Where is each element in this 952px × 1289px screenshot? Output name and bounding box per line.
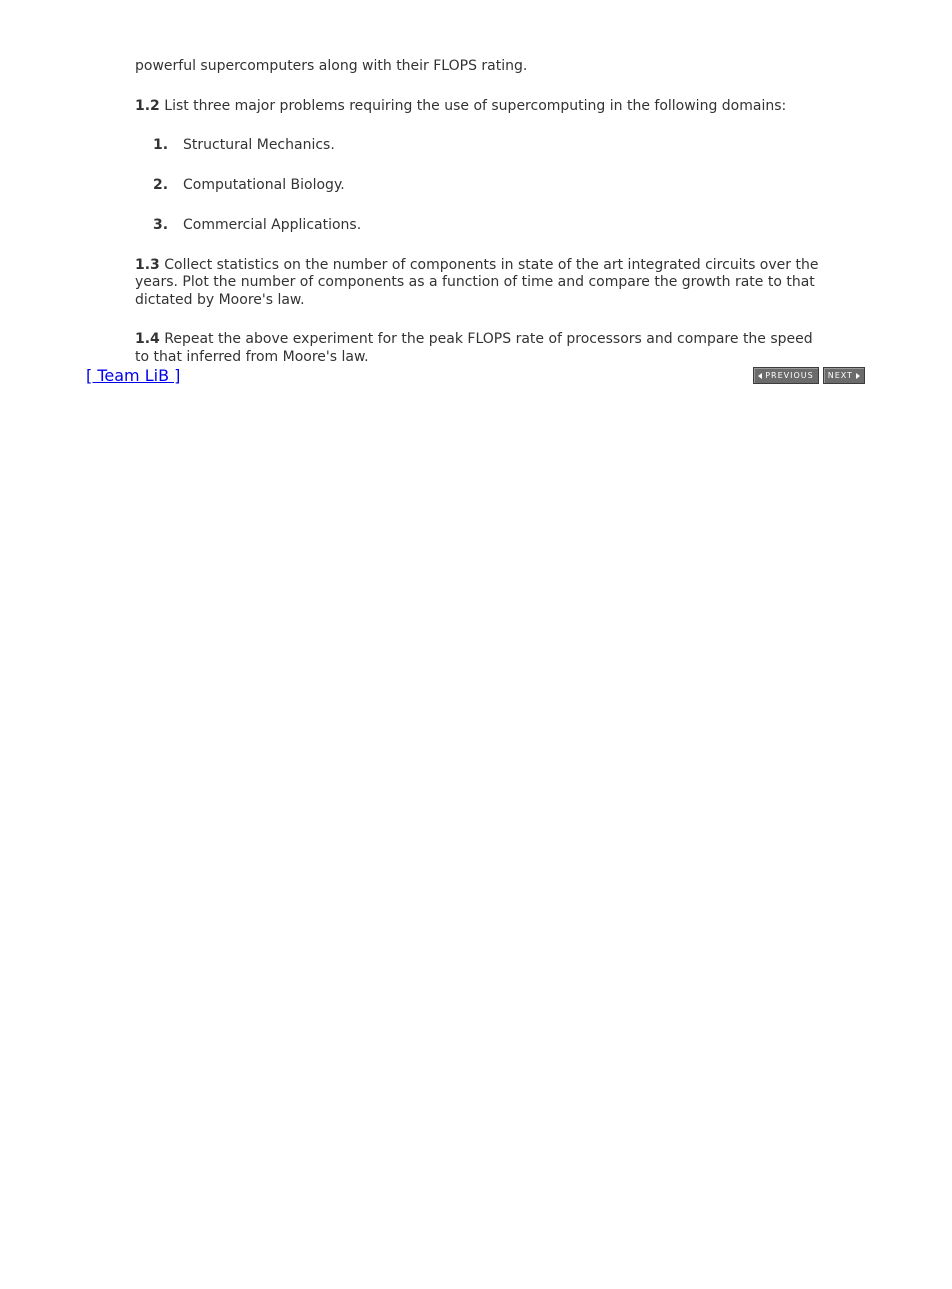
domain-list — [135, 137, 825, 235]
question-1-2-number: 1.2 — [135, 97, 160, 114]
previous-label: PREVIOUS — [765, 371, 814, 380]
list-item-label: Structural Mechanics. — [183, 137, 335, 153]
page-footer — [86, 366, 865, 388]
question-1-4-text: Repeat the above experiment for the peak FLOPS rate of processors and compare the speed to that inferred from Moore's law. — [135, 331, 813, 365]
question-1-4 — [135, 331, 825, 366]
next-button[interactable] — [823, 367, 865, 384]
list-item — [135, 217, 825, 235]
question-1-3 — [135, 257, 825, 310]
question-1-3-number: 1.3 — [135, 256, 160, 273]
question-1-2-text: List three major problems requiring the use of supercomputing in the following domains: — [159, 97, 787, 114]
list-item-number: 3. — [153, 217, 169, 233]
list-item-label: Computational Biology. — [183, 177, 345, 193]
list-item-number: 1. — [153, 137, 169, 153]
document-body — [135, 58, 825, 366]
triangle-right-icon — [856, 373, 860, 379]
list-item-number: 2. — [153, 177, 169, 193]
list-item — [135, 137, 825, 155]
next-label: NEXT — [827, 371, 853, 380]
previous-button[interactable] — [753, 367, 819, 384]
question-1-3-text: Collect statistics on the number of components in state of the art integrated circuits over the years. Plot the number of components as a function of time and compare the growth rate to that dictated by Moore's law. — [135, 256, 819, 308]
list-item — [135, 177, 825, 195]
intro-text: powerful supercomputers along with their FLOPS rating. — [135, 58, 528, 74]
nav-buttons — [753, 367, 865, 384]
question-1-4-number: 1.4 — [135, 331, 160, 347]
list-item-label: Commercial Applications. — [183, 217, 362, 233]
triangle-left-icon — [758, 373, 762, 379]
team-lib-link[interactable]: [ Team LiB ] — [86, 366, 181, 385]
question-1-2 — [135, 98, 825, 116]
